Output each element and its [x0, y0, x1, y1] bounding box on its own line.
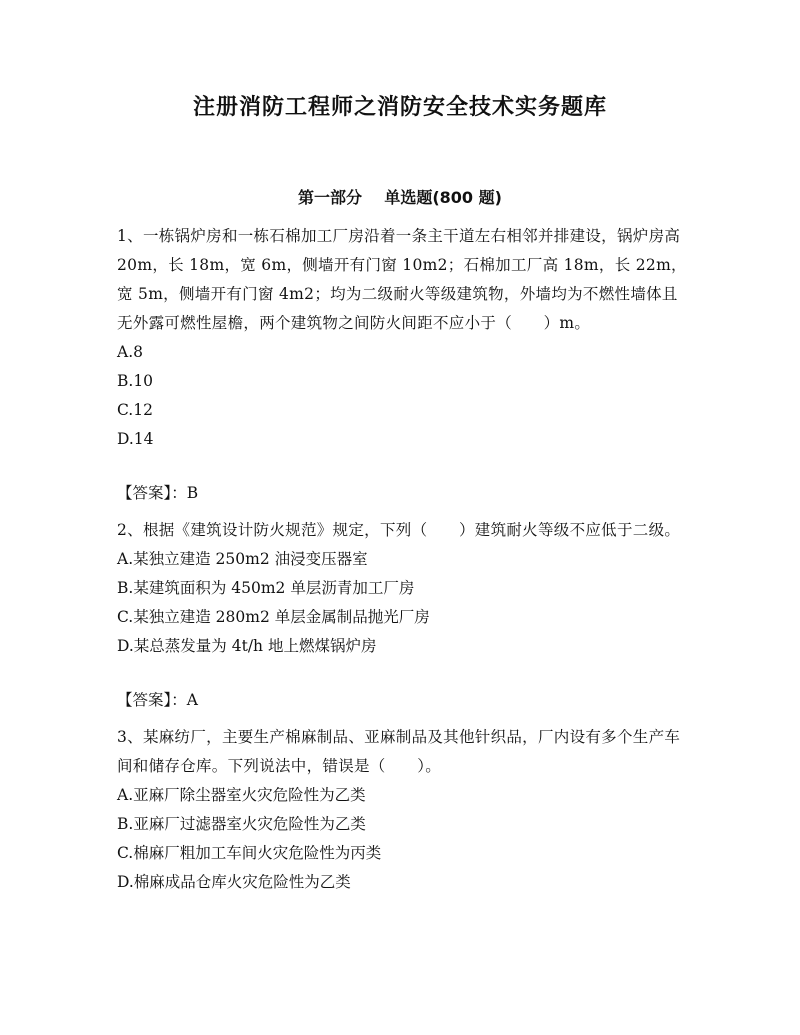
- option-b: B.亚麻厂过滤器室火灾危险性为乙类: [117, 815, 366, 833]
- option-c: C.棉麻厂粗加工车间火灾危险性为丙类: [117, 844, 382, 862]
- answer-line: 【答案】：A: [117, 691, 198, 709]
- option-d: D.14: [117, 430, 154, 448]
- option-c: C.12: [117, 401, 153, 419]
- question-1: [117, 222, 687, 508]
- document-title: 注册消防工程师之消防安全技术实务题库: [192, 95, 607, 120]
- option-c: C.某独立建造 280m2 单层金属制品抛光厂房: [117, 608, 430, 626]
- option-a: A.某独立建造 250m2 油浸变压器室: [117, 550, 368, 568]
- question-list: [117, 222, 687, 897]
- question-stem: 1、一栋锅炉房和一栋石棉加工厂房沿着一条主干道左右相邻并排建设，锅炉房高 20m，长 18m，宽 6m，侧墙开有门窗 10m2；石棉加工厂高 18m，长 22m，宽 5m，侧墙开有门窗 4m2；均为二级耐火等级建筑物，外墙均为不燃性墙体且无外露可燃性屋檐，两个建筑物之间防火间距不应小于（ ）m。: [117, 227, 687, 332]
- question-stem: 3、某麻纺厂，主要生产棉麻制品、亚麻制品及其他针织品，厂内设有多个生产车间和储存仓库。下列说法中，错误是（ ）。: [117, 728, 681, 775]
- question-2: [117, 516, 687, 715]
- option-d: D.某总蒸发量为 4t/h 地上燃煤锅炉房: [117, 637, 377, 655]
- option-a: A.亚麻厂除尘器室火灾危险性为乙类: [117, 786, 366, 804]
- option-d: D.棉麻成品仓库火灾危险性为乙类: [117, 873, 351, 891]
- question-stem: 2、根据《建筑设计防火规范》规定，下列（ ）建筑耐火等级不应低于二级。: [117, 521, 681, 539]
- section-title: 第一部分 单选题(800 题): [298, 188, 502, 207]
- option-a: A.8: [117, 343, 143, 361]
- option-b: B.10: [117, 372, 154, 390]
- question-3: [117, 723, 687, 897]
- option-b: B.某建筑面积为 450m2 单层沥青加工厂房: [117, 579, 415, 597]
- answer-line: 【答案】：B: [117, 484, 199, 502]
